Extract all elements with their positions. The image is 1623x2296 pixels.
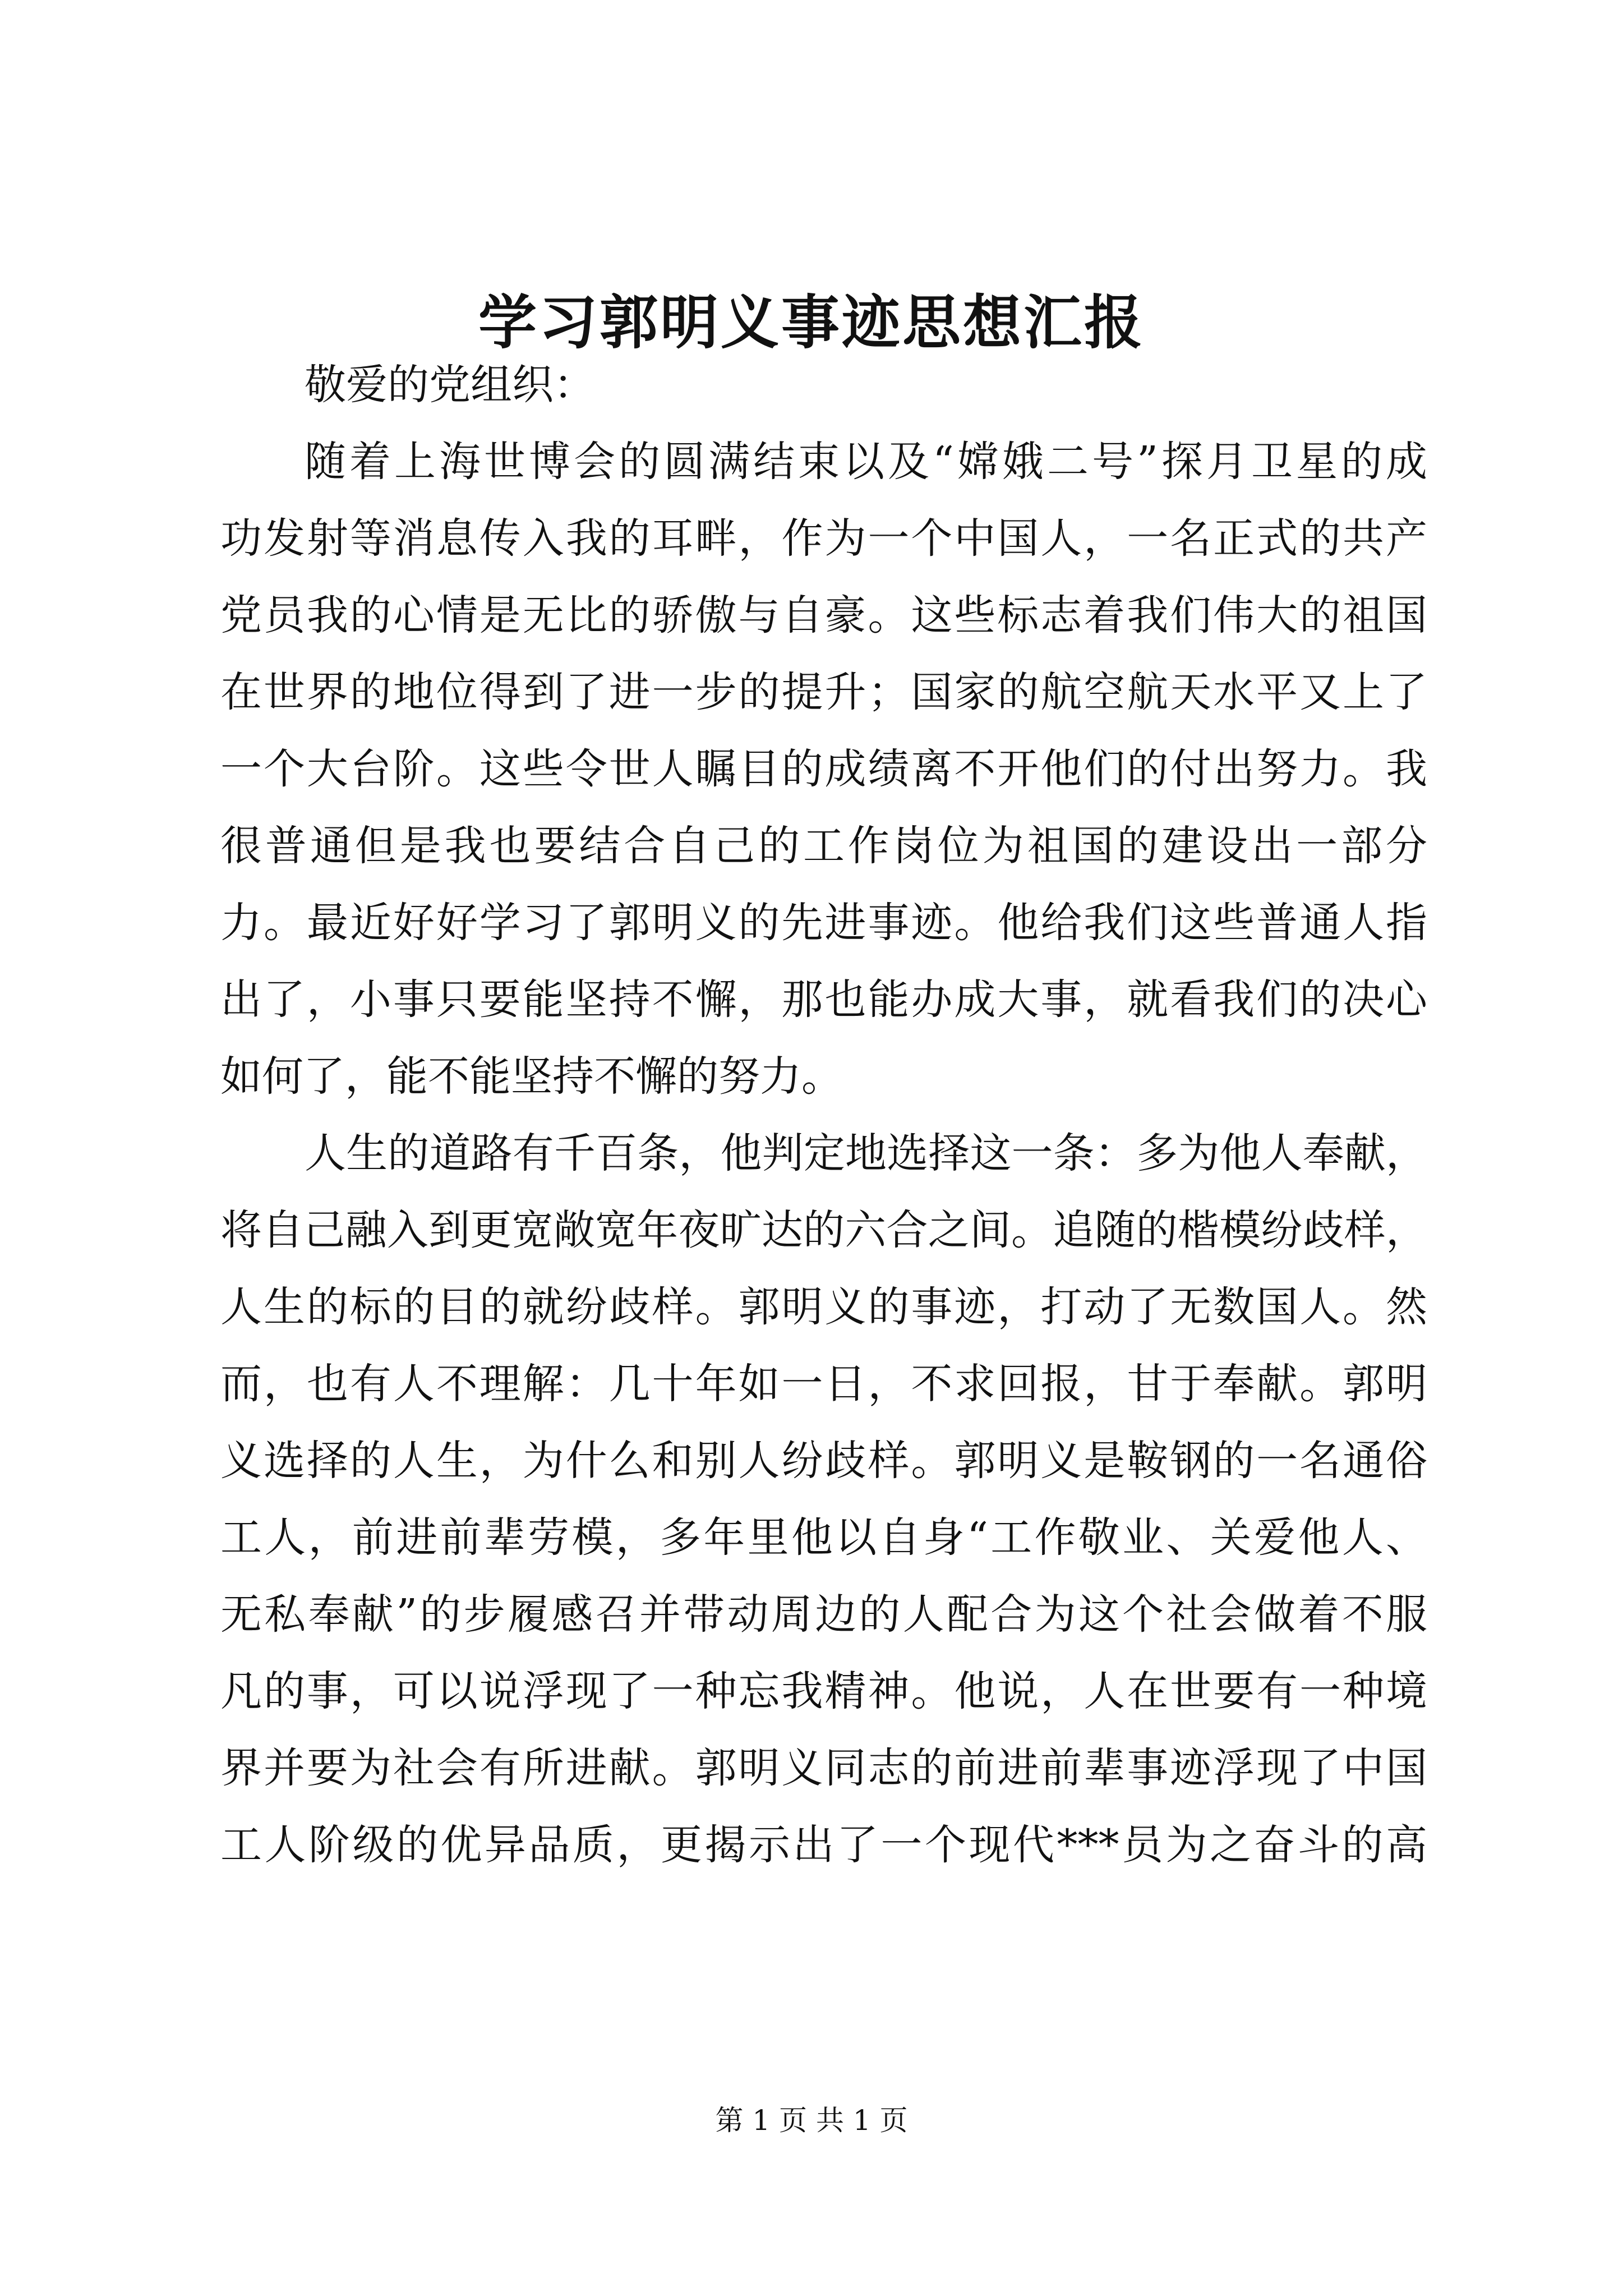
page-title: 学习郭明义事迹思想汇报	[478, 288, 1145, 357]
paragraph-1-line: 一个大台阶。这些令世人瞩目的成绩离不开他们的付出努力。我	[220, 745, 1427, 793]
paragraph-2-line: 将自己融入到更宽敞宽年夜旷达的六合之间。追随的楷模纷歧样，	[220, 1206, 1427, 1254]
paragraph-1-line: 如何了，能不能坚持不懈的努力。	[220, 1052, 843, 1101]
paragraph-2-line: 凡的事，可以说浮现了一种忘我精神。他说，人在世要有一种境	[220, 1667, 1427, 1715]
paragraph-2-line: 人生的标的目的就纷歧样。郭明义的事迹，打动了无数国人。然	[220, 1283, 1427, 1331]
paragraph-2-line: 工人，前进前辈劳模，多年里他以自身“工作敬业、关爱他人、	[220, 1513, 1427, 1562]
paragraph-1-line: 在世界的地位得到了进一步的提升；国家的航空航天水平又上了	[220, 668, 1427, 716]
paragraph-2-line: 义选择的人生，为什么和别人纷歧样。郭明义是鞍钢的一名通俗	[220, 1437, 1427, 1485]
paragraph-1-line: 随着上海世博会的圆满结束以及“嫦娥二号”探月卫星的成	[305, 438, 1427, 486]
page-footer: 第 1 页 共 1 页	[715, 2104, 908, 2137]
paragraph-2-line: 而，也有人不理解：几十年如一日，不求回报，甘于奉献。郭明	[220, 1360, 1427, 1408]
paragraph-1-line: 很普通但是我也要结合自己的工作岗位为祖国的建设出一部分	[220, 822, 1427, 870]
paragraph-1-line: 功发射等消息传入我的耳畔，作为一个中国人，一名正式的共产	[220, 514, 1427, 563]
paragraph-2-line: 人生的道路有千百条，他判定地选择这一条：多为他人奉献，	[305, 1129, 1427, 1177]
paragraph-1-line: 力。最近好好学习了郭明义的先进事迹。他给我们这些普通人指	[220, 899, 1427, 947]
salutation: 敬爱的党组织：	[305, 361, 595, 409]
paragraph-2-line: 界并要为社会有所进献。郭明义同志的前进前辈事迹浮现了中国	[220, 1744, 1427, 1792]
paragraph-2-line: 工人阶级的优异品质，更揭示出了一个现代***员为之奋斗的高	[220, 1821, 1427, 1869]
document-body	[220, 347, 1427, 1884]
paragraph-1-line: 出了，小事只要能坚持不懈，那也能办成大事，就看我们的决心	[220, 976, 1427, 1024]
paragraph-1-line: 党员我的心情是无比的骄傲与自豪。这些标志着我们伟大的祖国	[220, 591, 1427, 639]
paragraph-2-line: 无私奉献”的步履感召并带动周边的人配合为这个社会做着不服	[220, 1590, 1427, 1639]
